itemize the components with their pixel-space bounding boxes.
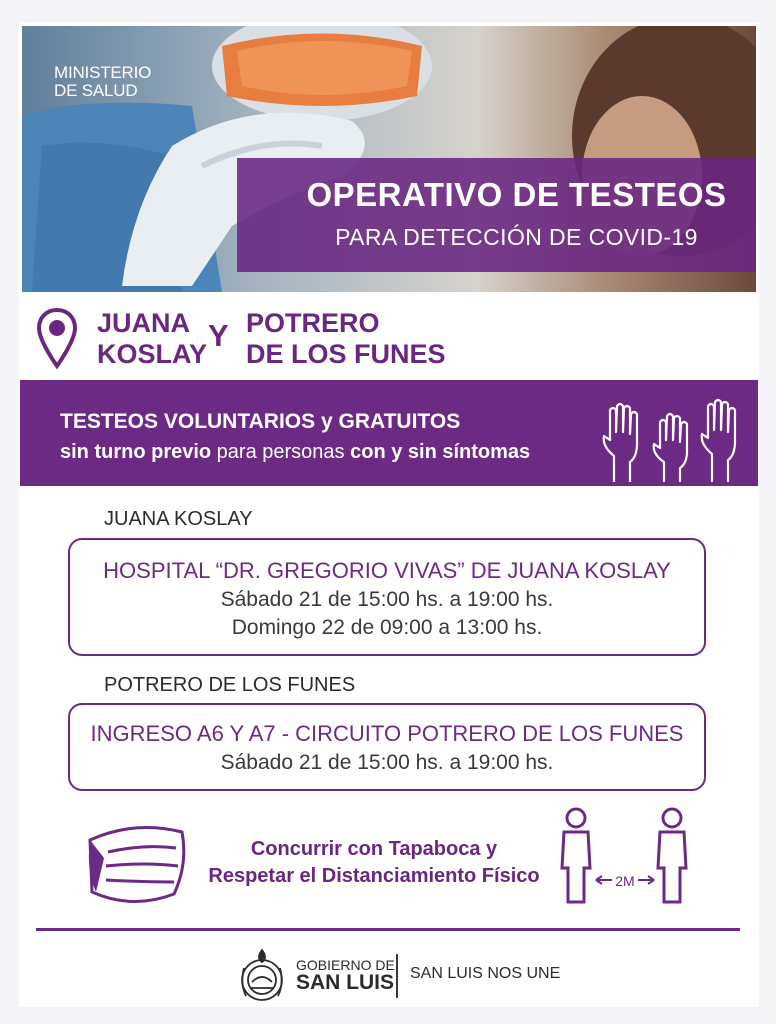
- venue-schedule-line: Sábado 21 de 15:00 hs. a 19:00 hs.: [220, 588, 554, 611]
- location-a-line-1: JUANA: [97, 308, 191, 338]
- san-luis-seal-icon: [236, 948, 288, 1004]
- raised-hands-icon: [600, 396, 750, 482]
- advice-line-2: Respetar el Distanciamiento Físico: [208, 865, 540, 887]
- banner-line-2: sin turno previo para personas con y sin síntomas: [60, 441, 531, 463]
- banner-line-1: TESTEOS VOLUNTARIOS y GRATUITOS: [60, 410, 461, 433]
- location-juana-koslay: [97, 308, 207, 370]
- location-potrero: [246, 308, 446, 370]
- section-title-juana-koslay: JUANA KOSLAY: [104, 508, 253, 530]
- map-pin-icon: [37, 308, 77, 370]
- government-logo: [296, 956, 395, 992]
- footer-separator: [396, 954, 398, 998]
- location-connector: Y: [208, 318, 229, 353]
- page-subtitle: PARA DETECCIÓN DE COVID-19: [335, 224, 698, 250]
- venue-schedule-line: Domingo 22 de 09:00 a 13:00 hs.: [231, 616, 543, 639]
- venue-name: INGRESO A6 Y A7 - CIRCUITO POTRERO DE LOS FUNES: [90, 721, 684, 746]
- footer-divider: [36, 928, 740, 931]
- venue-schedule-line: Sábado 21 de 15:00 hs. a 19:00 hs.: [220, 751, 554, 774]
- gov-line-1: GOBIERNO DE: [296, 957, 395, 973]
- ministry-line-1: MINISTERIO: [54, 63, 152, 82]
- advice-line-1: Concurrir con Tapaboca y: [250, 838, 498, 860]
- social-distance-icon: [552, 804, 702, 908]
- venue-card-potrero: [68, 703, 706, 791]
- gov-line-2: SAN LUIS: [296, 971, 395, 994]
- distance-label: 2M: [615, 873, 635, 889]
- hero-title-band: [237, 158, 756, 272]
- ministry-logo: [54, 64, 151, 100]
- face-mask-icon: [84, 818, 188, 910]
- location-a-line-2: KOSLAY: [97, 339, 208, 369]
- section-title-potrero: POTRERO DE LOS FUNES: [104, 674, 356, 696]
- advice-text: [196, 836, 552, 890]
- page-title: OPERATIVO DE TESTEOS: [306, 176, 727, 213]
- ministry-line-2: DE SALUD: [54, 81, 138, 100]
- location-b-line-2: DE LOS FUNES: [246, 339, 446, 369]
- venue-card-juana-koslay: [68, 538, 706, 656]
- slogan: SAN LUIS NOS UNE: [410, 965, 561, 982]
- venue-name: HOSPITAL “DR. GREGORIO VIVAS” DE JUANA KOSLAY: [103, 558, 671, 583]
- location-b-line-1: POTRERO: [246, 308, 380, 338]
- testing-banner: [20, 380, 758, 486]
- hero-photo: [22, 26, 756, 292]
